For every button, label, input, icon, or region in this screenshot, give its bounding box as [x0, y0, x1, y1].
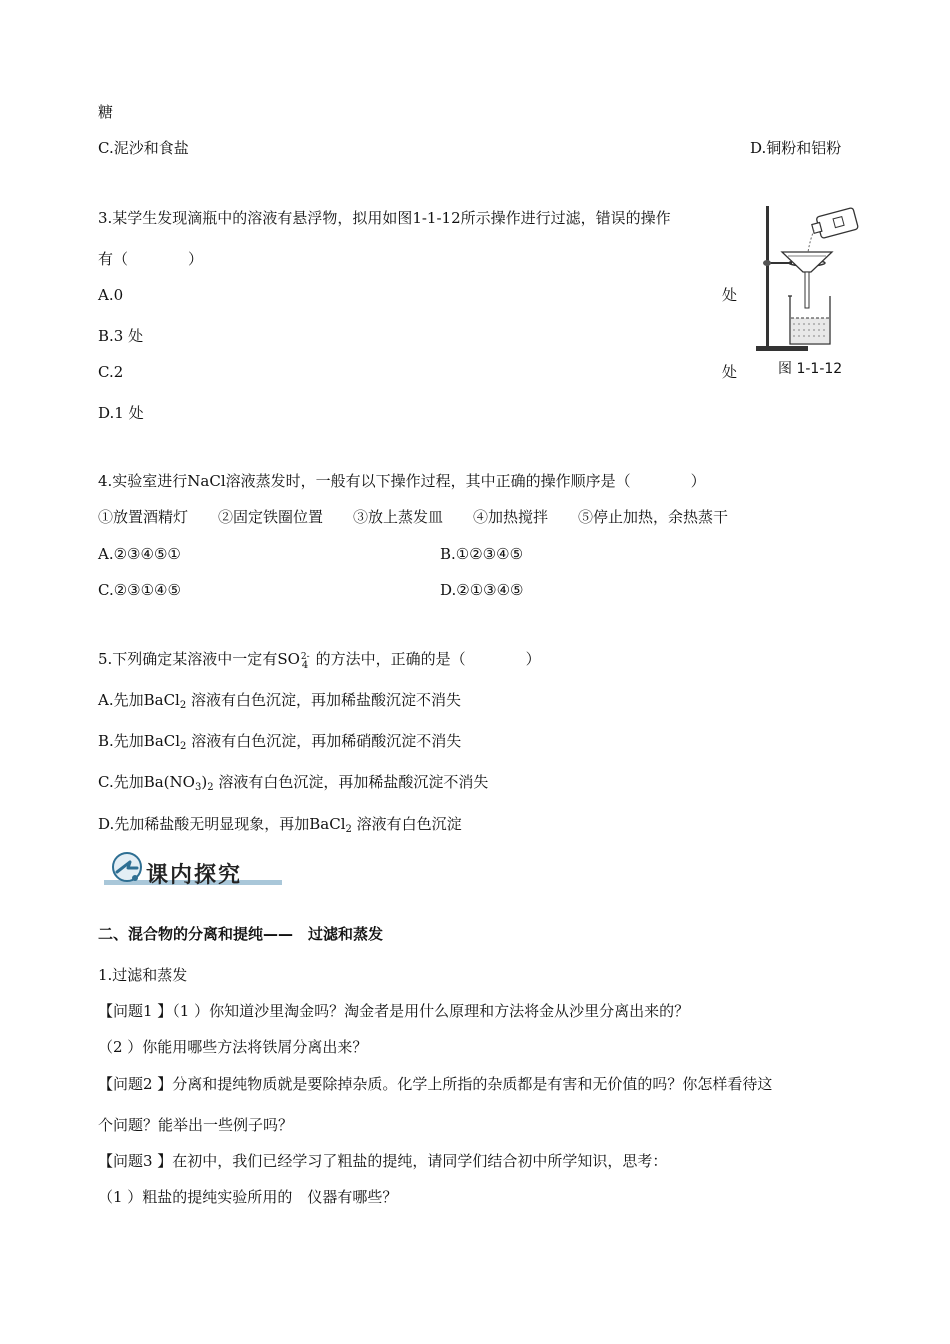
section-heading: 二、混合物的分离和提纯—— 过滤和蒸发	[98, 925, 384, 943]
filtration-apparatus-figure	[752, 200, 862, 360]
q5-option-d: D.先加稀盐酸无明显现象，再加BaCl$_2$ 溶液有白色沉淀	[98, 815, 462, 835]
q3-stem-line1: 3.某学生发现滴瓶中的溶液有悬浮物，拟用如图1-1-12所示操作进行过滤，错误的操作	[98, 209, 671, 227]
q5-stem: 5.下列确定某溶液中一定有SO 2- 4 的方法中，正确的是（ ）	[98, 650, 541, 671]
q3-option-c: C.2	[98, 363, 124, 381]
question-1-part-2: （2 ）你能用哪些方法将铁屑分离出来？	[98, 1038, 368, 1056]
q4-option-b: B.①②③④⑤	[440, 545, 524, 563]
q3-option-c-unit: 处	[722, 363, 738, 381]
question-3-part-1: （1 ）粗盐的提纯实验所用的 仪器有哪些？	[98, 1188, 398, 1206]
q3-option-d: D.1 处	[98, 404, 144, 422]
q4-option-c: C.②③①④⑤	[98, 581, 181, 599]
q5-option-b: B.先加BaCl$_2$ 溶液有白色沉淀，再加稀硝酸沉淀不消失	[98, 732, 462, 752]
section-sub-heading: 1.过滤和蒸发	[98, 966, 188, 984]
section-banner-title: 课内探究	[146, 863, 243, 888]
q4-option-a: A.②③④⑤①	[98, 545, 181, 563]
q2-continuation: 糖	[98, 103, 114, 121]
q3-option-b: B.3 处	[98, 327, 144, 345]
figure-caption: 图 1-1-12	[778, 361, 843, 377]
q3-option-a: A.0	[98, 286, 124, 304]
q4-stem: 4.实验室进行NaCl溶液蒸发时，一般有以下操作过程，其中正确的操作顺序是（ ）	[98, 472, 706, 490]
q5-option-a: A.先加BaCl$_2$ 溶液有白色沉淀，再加稀盐酸沉淀不消失	[98, 691, 461, 711]
q3-option-a-unit: 处	[722, 286, 738, 304]
q2-option-c: C.泥沙和食盐	[98, 139, 189, 157]
q5-option-c: C.先加$Ba(NO_3)_2$ 溶液有白色沉淀，再加稀盐酸沉淀不消失	[98, 773, 489, 793]
q3-stem-line2: 有（ ）	[98, 250, 204, 268]
question-2-line2: 个问题？能举出一些例子吗？	[98, 1116, 294, 1134]
q2-option-d: D.铜粉和铝粉	[750, 139, 842, 157]
q4-option-d: D.②①③④⑤	[440, 581, 524, 599]
question-1-part-1: 【问题1 】（1 ）你知道沙里淘金吗？淘金者是用什么原理和方法将金从沙里分离出来的？	[98, 1002, 690, 1020]
question-2-line1: 【问题2 】分离和提纯物质就是要除掉杂质。化学上所指的杂质都是有害和无价值的吗？你怎样看待这	[98, 1075, 773, 1093]
question-3: 【问题3 】在初中，我们已经学习了粗盐的提纯，请同学们结合初中所学知识，思考：	[98, 1152, 668, 1170]
q4-steps: ①放置酒精灯 ②固定铁圈位置 ③放上蒸发皿 ④加热搅拌 ⑤停止加热，余热蒸干	[98, 508, 729, 526]
